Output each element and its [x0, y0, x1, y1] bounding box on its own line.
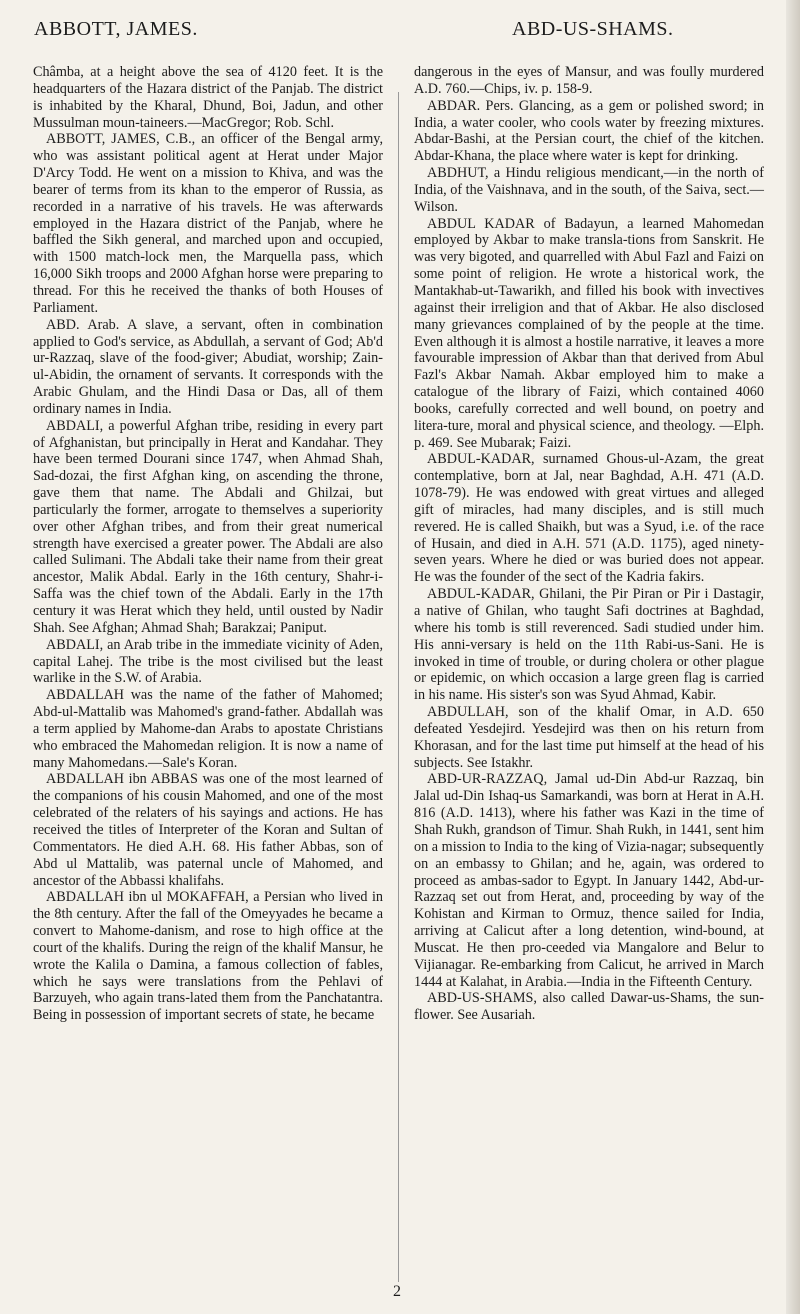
- page-number: 2: [393, 1283, 401, 1300]
- entry-abdallah-ibn-mokaffah: ABDALLAH ibn ul MOKAFFAH, a Persian who lived in the 8th century. After the fall of the Omeyyades he became a convert to Mahome-danism, and rose to high office at the court of the khalifs. During the reign of the khalif Mansur, he wrote the Kalila o Damina, a famous collection of fables, which he says were translations from the Pehlavi of Barzuyeh, who again trans-lated them from the Panchatantra. Being in possession of important secrets of state, he became: [33, 889, 383, 1024]
- page-edge-shadow: [786, 0, 800, 1314]
- entry-abdali-arab: ABDALI, an Arab tribe in the immediate vicinity of Aden, capital Lahej. The tribe is the most civilised but the least warlike in the S.W. of Arabia.: [33, 636, 383, 687]
- entry-abdallah: ABDALLAH was the name of the father of Mahomed; Abd-ul-Mattalib was Mahomed's grand-father. Abdallah was a term applied by Mahome-dan Arabs to apostate Christians who embraced the Mahomedan religion. It is now a name of many Mahomedans.—Sale's Koran.: [33, 687, 383, 771]
- entry-abdul-kadar-badayun: ABDUL KADAR of Badayun, a learned Mahomedan employed by Akbar to make transla-tions from Sanskrit. He was very bigoted, and quarrelled with Abul Fazl and Faizi on some point of religion. He wrote a historical work, the Mantakhab-ut-Tawarikh, and filled his book with invectives against their irreligion and that of Akbar. He also disclosed many grievances complained of by the people at the time. Even although it is almost a hostile narrative, it leaves a more favourable impression of Akbar than that derived from Abul Fazl's Akbar Namah. Akbar employed him to make a catalogue of the library of Faizi, which contained 4060 books, carefully corrected and well bound, on poetry and litera-ture, moral and physical science, and theology. —Elph. p. 469. See Mubarak; Faizi.: [414, 215, 764, 451]
- entry-abd-us-shams: ABD-US-SHAMS, also called Dawar-us-Shams, the sun-flower. See Ausariah.: [414, 990, 764, 1024]
- running-header-left: ABBOTT, JAMES.: [34, 18, 198, 40]
- entry-abdali-afghan: ABDALI, a powerful Afghan tribe, residing in every part of Afghanistan, but principally in Herat and Kandahar. They have been termed Dourani since 1747, when Ahmad Shah, Sad-dozai, the first Afghan king, on ascending the throne, gave them that name. The Abdali and Ghilzai, but particularly the former, arrogate to themselves a superiority over other Afghan tribes, and from their great numerical strength have exercised a greater power. The Abdali are also called Sulimani. The Abdali take their name from their great ancestor, Malik Abdal. Early in the 16th century, Shahr-i-Saffa was the chief town of the Abdali. Early in the 17th century it was Herat which they held, until ousted by Nadir Shah. See Afghan; Ahmad Shah; Barakzai; Paniput.: [33, 417, 383, 636]
- entry-abd-ur-razzaq: ABD-UR-RAZZAQ, Jamal ud-Din Abd-ur Razzaq, bin Jalal ud-Din Ishaq-us Samarkandi, was born at Herat in A.H. 816 (A.D. 1413), where his father was Kazi in the time of Shah Rukh, grandson of Timur. Shah Rukh, in 1441, sent him on a mission to India to the king of Vizia-nagar; subsequently on an embassy to Ghilan; and he, again, was ordered to proceed as ambas-sador to Egypt. In January 1442, Abd-ur-Razzaq set out from Herat, and, proceeding by way of the Kohistan and Kirman to Ormuz, thence sailed for India, arriving at Calicut after a long detention, wind-bound, at Muscat. He then pro-ceeded via Mangalore and Belur to Vijianagar. Re-embarking from Calicut, he arrived in March 1444 at Kalahat, in Arabia.—India in the Fifteenth Century.: [414, 771, 764, 990]
- running-header-right: ABD-US-SHAMS.: [512, 18, 674, 40]
- entry-abdul-kadar-ghous: ABDUL-KADAR, surnamed Ghous-ul-Azam, the great contemplative, born at Jal, near Baghdad, A.H. 471 (A.D. 1078-79). He was endowed with great virtues and alleged gift of miracles, had many disciples, and is still much revered. He is called Shaikh, but was a Syud, i.e. of the race of Husain, and died in A.H. 571 (A.D. 1175), aged ninety-seven years. Where he died or was buried does not appear. He was the founder of the sect of the Kadria fakirs.: [414, 451, 764, 586]
- column-divider: [398, 92, 399, 1282]
- entry-abdhut: ABDHUT, a Hindu religious mendicant,—in the north of India, of the Vaishnava, and in the south, of the Saiva, sect.—Wilson.: [414, 165, 764, 215]
- entry-abdar: ABDAR. Pers. Glancing, as a gem or polished sword; in India, a water cooler, who cools water by freezing mixtures. Abdar-Bashi, at the Persian court, the chief of the kitchen. Abdar-Khana, the place where water is kept for drinking.: [414, 97, 764, 165]
- entry-paragraph: Châmba, at a height above the sea of 4120 feet. It is the headquarters of the Hazara district of the Panjab. The district is inhabited by the Kharal, Dhund, Boi, Jadun, and other Mussulman moun-taineers.—MacGregor; Rob. Schl.: [33, 64, 383, 131]
- entry-continuation: dangerous in the eyes of Mansur, and was foully murdered A.D. 760.—Chips, iv. p. 158-9.: [414, 64, 764, 97]
- right-column: [414, 64, 764, 1024]
- entry-abdallah-ibn-abbas: ABDALLAH ibn ABBAS was one of the most learned of the companions of his cousin Mahomed, and one of the most celebrated of the relaters of his sayings and actions. He has received the titles of Interpreter of the Koran and Sultan of Commentators. He died A.H. 68. His father Abbas, son of Abd ul Mattalib, was paternal uncle of Mahomed, and ancestor of the Abbassi khalifahs.: [33, 771, 383, 889]
- entry-abdullah: ABDULLAH, son of the khalif Omar, in A.D. 650 defeated Yesdejird. Yesdejird was then on his return from Khorasan, and for the last time put himself at the head of his subjects. See Istakhr.: [414, 704, 764, 771]
- left-column: [33, 64, 383, 1024]
- entry-abd: ABD. Arab. A slave, a servant, often in combination applied to God's service, as Abdullah, a servant of God; Ab'd ur-Razzaq, slave of the food-giver; Abudiat, worship; Zain-ul-Abidin, the ornament of servants. It corresponds with the Arabic Ghulam, and the Hindi Dasa or Das, all of them ordinary names in India.: [33, 316, 383, 417]
- entry-abbott: ABBOTT, JAMES, C.B., an officer of the Bengal army, who was assistant political agent at Herat under Major D'Arcy Todd. He went on a mission to Khiva, and was the bearer of terms from its khan to the emperor of Russia, as recorded in a narrative of his travels. He was afterwards employed in the Hazara district of the Panjab, where he baffled the Sikh general, and marched upon and occupied, with 1500 match-lock men, the Marquella pass, which 16,000 Sikh troops and 2000 Afghan horse were preparing to thread. For this he received the thanks of both Houses of Parliament.: [33, 131, 383, 316]
- entry-abdul-kadar-ghilani: ABDUL-KADAR, Ghilani, the Pir Piran or Pir i Dastagir, a native of Ghilan, who taught Safi doctrines at Baghdad, where his tomb is still reverenced. Sadi studied under him. His anni-versary is held on the 11th Rabi-us-Sani. He is invoked in time of trouble, or during cholera or other plague or epidemic, on which occasion a large green flag is carried in his name. His sister's son was Syud Ahmad, Kabir.: [414, 586, 764, 704]
